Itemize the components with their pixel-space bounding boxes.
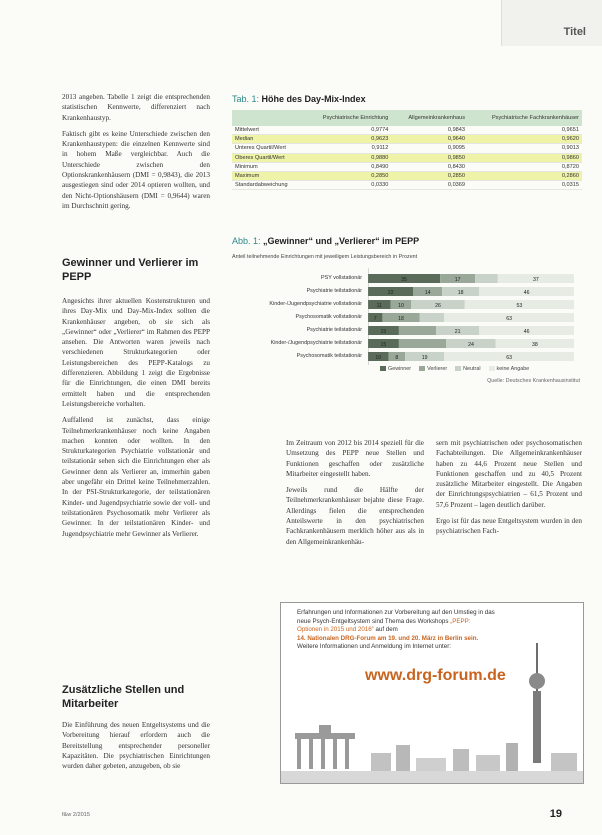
heading-staff: Zusätzliche Stellen und Mitarbeiter <box>62 684 185 710</box>
table-cell: 0,2860 <box>468 171 582 180</box>
legend-swatch <box>380 366 386 371</box>
col3-text <box>436 438 582 543</box>
chart-category-label: Psychiatrie teilstationär <box>306 288 362 294</box>
bar-data-label: 14 <box>424 289 431 296</box>
bar-data-label: 37 <box>532 276 539 283</box>
table-cell: 0,2850 <box>304 171 392 180</box>
table-cell: 0,9880 <box>304 153 392 162</box>
chart-label: Abb. 1: <box>232 236 261 246</box>
col2-text <box>286 438 424 553</box>
intro-text <box>62 92 210 217</box>
body-paragraph: sern mit psychiatrischen oder psychosomatischen Fachabteilungen. Die Allgemeinkrankenhäuser haben zu 44,6 Prozent neue Stellen und Funktionen geschaffen und zu 40,5 Prozent zusätzliche Mitarbeiter eingestellt. Die Angaben der Einrichtungspsychiatrien – 61,5 Prozent und 57,6 Prozent – lagen deutlich darüber. <box>436 439 582 509</box>
legend-item <box>455 366 480 372</box>
table-title-text: Höhe des Day-Mix-Index <box>261 94 366 104</box>
body-staff <box>62 720 210 777</box>
table-row <box>232 162 582 171</box>
table-cell: 0,9860 <box>468 153 582 162</box>
table-row-label: Maximum <box>232 171 304 180</box>
bar-segment <box>399 339 446 348</box>
ad-highlight: „PEPP: Optionen in 2015 und 2016“ <box>297 617 471 634</box>
chart-title-text: „Gewinner“ und „Verlierer“ im PEPP <box>263 236 420 246</box>
bar-data-label: 35 <box>401 276 407 283</box>
legend-swatch <box>489 366 495 371</box>
chart-legend <box>380 366 580 372</box>
intro-paragraph: Faktisch gibt es keine Unterschiede zwischen den Krankenhaustypen: die einzelnen Kennwerte sind in hohem Maße vergleichbar. Auch die Unterschiede zwischen den Optionskrankenhäusern (DMI = 0,9843), die 2013 ausgestiegen sind oder 2014 optieren wollten, und den Nicht-Optionshäusern (DMI = 0,9644) waren im Durchschnitt gering. <box>62 129 210 210</box>
table-cell: 0,8720 <box>468 162 582 171</box>
bar-data-label: 46 <box>523 328 530 335</box>
table-title <box>232 94 366 104</box>
bar-data-label: 24 <box>468 341 474 348</box>
table-column-header: Psychiatrische Einrichtung <box>304 110 392 126</box>
chart-category-label: Psychosomatik teilstationär <box>296 353 362 359</box>
table-cell: 0,9623 <box>304 135 392 144</box>
ad-more: Weitere Informationen und Anmeldung im Internet unter: <box>297 643 451 651</box>
table-cell: 0,2850 <box>391 171 468 180</box>
bar-data-label: 18 <box>398 315 404 322</box>
table-column-header: Allgemeinkrankenhaus <box>391 110 468 126</box>
body-winners <box>62 296 210 545</box>
page-number: 19 <box>549 808 562 820</box>
body-paragraph: Jeweils rund die Hälfte der Teilnehmerkrankenhäuser bejahte diese Frage. Allerdings fielen die entsprechenden Anteilswerte in den psychiatrischen Fachkrankenhäusern merklich höher aus als in den Allgemeinkrankenhäu- <box>286 486 424 546</box>
legend-label: Verlierer <box>427 366 448 372</box>
table-label: Tab. 1: <box>232 94 260 104</box>
ad-line2: auf dem <box>375 626 398 634</box>
table-row <box>232 153 582 162</box>
chart-category-label: Psychosomatik vollstationär <box>295 314 362 320</box>
bar-data-label: 18 <box>457 289 464 296</box>
legend-label: Gewinner <box>388 366 412 372</box>
table-cell: 0,9620 <box>468 135 582 144</box>
chart-category-labels <box>232 268 362 388</box>
issue-label: f&w 2/2015 <box>62 812 90 818</box>
table-cell: 0,9651 <box>468 126 582 135</box>
table-cell: 0,9774 <box>304 126 392 135</box>
table-column-header <box>232 110 304 126</box>
bar-data-label: 19 <box>421 354 428 361</box>
table-cell: 0,0315 <box>468 181 582 190</box>
table-row <box>232 144 582 153</box>
body-paragraph: Auffallend ist zunächst, dass einige Teilnehmerkrankenhäuser noch keine Angaben machen konnten oder wollten. In den Strukturkategorien Psychiatrie vollstationär und teilstationär sehen sich die Einrichtungen eher als Gewinner denn als Verlierer an, immerhin gaben aber ungefähr ein Drittel keine Teilnehmerzahlen. In der PSI-Strukturkategorie, der teilstationären Kinder- und Jugendpsychiatrie sowie der voll- und teilstationären Psychosomatik mehr Verlierer als Gewinner. In der teilstationären Kinder- und Jugendpsychiatrie mehr Gewinner als Verlierer. <box>62 416 210 538</box>
table-row-label: Unteres Quartil/Wert <box>232 144 304 153</box>
bar-segment <box>475 274 498 283</box>
table-column-header: Psychiatrische Fachkrankenhäuser <box>468 110 582 126</box>
bar-data-label: 11 <box>376 302 383 309</box>
section-tag <box>501 0 602 46</box>
legend-label: keine Angabe <box>496 366 530 372</box>
bar-data-label: 63 <box>506 354 513 361</box>
chart-category-label: Kinder-/Jugendpsychiatrie vollstationär <box>269 301 362 307</box>
table-cell: 0,9843 <box>391 126 468 135</box>
table-row <box>232 135 582 144</box>
body-paragraph: Ergo ist für das neue Entgeltsystem wurden in den psychiatrischen Fach- <box>436 517 582 536</box>
bar-segment <box>399 326 436 335</box>
chart-category-label: Psychiatrie teilstationär <box>306 327 362 333</box>
ad-event: 14. Nationalen DRG-Forum am 19. und 20. März in Berlin sein. <box>297 634 479 642</box>
table-row-label: Mittelwert <box>232 126 304 135</box>
table-cell: 0,9112 <box>304 144 392 153</box>
bar-data-label: 15 <box>380 341 387 348</box>
bar-data-label: 22 <box>387 289 394 296</box>
ad-text <box>297 609 497 652</box>
table-cell: 0,9850 <box>391 153 468 162</box>
legend-swatch <box>455 366 461 371</box>
table-cell: 0,9013 <box>468 144 582 153</box>
legend-item <box>419 366 447 372</box>
bar-segment <box>420 313 445 322</box>
table-row-label: Oberes Quartil/Wert <box>232 153 304 162</box>
table-cell: 0,8490 <box>304 162 392 171</box>
intro-paragraph: 2013 angeben. Tabelle 1 zeigt die entsprechenden statistischen Kennwerte, differenziert nach Krankenhaustyp. <box>62 93 210 122</box>
body-paragraph: Angesichts ihrer aktuellen Kostenstrukturen und ihres Day-Mix und Day-Mix-Index sollten die Krankenhäuser angeben, ob sie sich als „Gewinner“ oder „Verlierer“ im Rahmen des PEPP ansehen. Die Antworten waren jeweils nach verschiedenen Strukturkategorien oder Leistungsbereichen des PEPP-Katalogs zu differenzieren. Abbildung 1 zeigt die Ergebnisse für die Einrichtungen, die einen DMI bereits ermittelt haben und die entsprechenden Leistungsbereiche vorhalten. <box>62 297 210 408</box>
table-row <box>232 171 582 180</box>
chart-category-label: Kinder-/Jugendpsychiatrie teilstationär <box>270 340 362 346</box>
legend-label: Neutral <box>463 366 481 372</box>
chart-subtitle: Anteil teilnehmende Einrichtungen mit jeweiligem Leistungsbereich in Prozent <box>232 254 418 260</box>
legend-item <box>489 366 530 372</box>
bar-data-label: 63 <box>506 315 513 322</box>
bar-data-label: 21 <box>454 328 461 335</box>
chart-source: Quelle: Deutsches Krankenhausinstitut <box>487 378 580 384</box>
bar-data-label: 53 <box>516 302 523 309</box>
mix-table-container <box>232 110 582 190</box>
body-paragraph: Im Zeitraum von 2012 bis 2014 speziell für die Umsetzung des PEPP neue Stellen und Funktionen geschaffen oder zusätzliche Mitarbeiter eingestellt haben. <box>286 439 424 478</box>
table-cell: 0,9095 <box>391 144 468 153</box>
bar-data-label: 10 <box>398 302 404 309</box>
bar-data-label: 15 <box>380 328 387 335</box>
table-cell: 0,0330 <box>304 181 392 190</box>
table-row-label: Standardabweichung <box>232 181 304 190</box>
legend-swatch <box>419 366 425 371</box>
legend-item <box>380 366 411 372</box>
bar-data-label: 26 <box>435 302 441 309</box>
ad-url-link[interactable]: www.drg-forum.de <box>365 667 506 684</box>
body-paragraph: Die Einführung des neuen Entgeltsystems und die Vorbereitung hierauf erfordern auch die Bereitstellung entsprechender personeller Kapazitäten. Die psychiatrischen Einrichtungen wurden daher gebeten, anzugeben, ob sie <box>62 721 210 771</box>
heading-winners: Gewinner und Verlierer im PEPP <box>62 257 199 283</box>
section-title: Titel <box>563 26 586 38</box>
table-cell: 0,8430 <box>391 162 468 171</box>
bar-data-label: 38 <box>531 341 538 348</box>
ad-line1: Erfahrungen und Informationen zur Vorbereitung auf den Umstieg in das neue Psych-Entgeltsystem sind Thema des Workshops <box>297 609 495 625</box>
bar-data-label: 8 <box>395 354 399 361</box>
bar-data-label: 10 <box>375 354 382 361</box>
bar-data-label: 46 <box>523 289 530 296</box>
table-row <box>232 181 582 190</box>
table-cell: 0,9640 <box>391 135 468 144</box>
bar-data-label: 7 <box>373 315 377 322</box>
table-header-row <box>232 110 582 126</box>
table-cell: 0,0369 <box>391 181 468 190</box>
drg-forum-ad[interactable] <box>280 602 584 784</box>
mix-table <box>232 110 582 190</box>
table-row <box>232 126 582 135</box>
table-row-label: Minimum <box>232 162 304 171</box>
chart-category-label: PSY vollstationär <box>321 275 362 281</box>
table-row-label: Median <box>232 135 304 144</box>
chart-title <box>232 236 419 246</box>
bar-data-label: 17 <box>454 276 461 283</box>
